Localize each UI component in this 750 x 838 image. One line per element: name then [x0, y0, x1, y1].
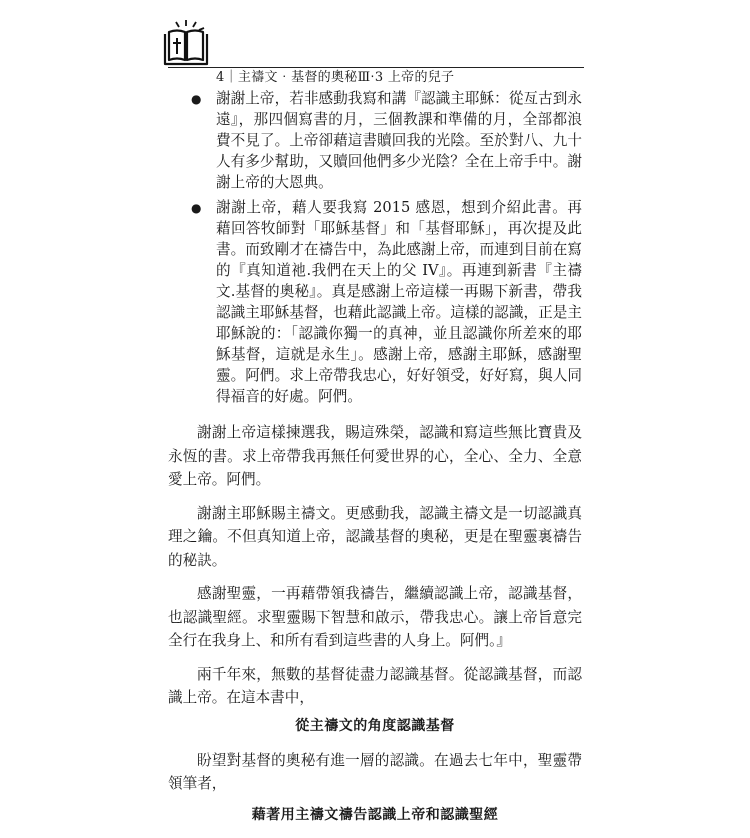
page-body	[168, 88, 582, 838]
paragraph-2: 謝謝主耶穌賜主禱文。更感動我，認識主禱文是一切認識真理之鑰。不但真知道上帝，認識基督的奧秘，更是在聖靈裏禱告的秘訣。	[168, 504, 582, 569]
running-header: 4｜主禱文‧基督的奧秘Ⅲ‧3 上帝的兒子	[216, 70, 455, 85]
paragraph-5: 盼望對基督的奧秘有進一層的認識。在過去七年中，聖靈帶領筆者，	[168, 751, 582, 792]
bullet-text-1: 謝謝上帝，若非感動我寫和講『認識主耶穌：從亙古到永遠』，那四個寫書的月，三個教課和準備的月，全部都浪費不見了。上帝卻藉這書贖回我的光陰。至於對八、九十人有多少幫助，又贖回他們多少光陰？全在上帝手中。謝謝上帝的大恩典。	[216, 90, 582, 191]
bullet-item-1	[168, 88, 582, 193]
subheading-2: 藉著用主禱文禱告認識上帝和認識聖經	[251, 806, 499, 823]
bullet-text-2: 謝謝上帝，藉人要我寫 2015 感恩，想到介紹此書。再藉回答牧師對「耶穌基督」和「基督耶穌」，再次提及此書。而致剛才在禱告中，為此感謝上帝，而連到目前在寫的『真知道祂.我們在天上的父 IV』。再連到新書『主禱文.基督的奧秘』。真是感謝上帝這樣一再賜下新書，帶我認識主耶穌基督，也藉此認識上帝。這樣的認識，正是主耶穌說的：「認識你獨一的真神，並且認識你所差來的耶穌基督，這就是永生」。感謝上帝，感謝主耶穌，感謝聖靈。阿們。求上帝帶我忠心，好好領受，好好寫，與人同得福音的好處。阿們。	[216, 199, 582, 405]
bullet-dot-icon: ●	[191, 92, 202, 106]
paragraph-3: 感謝聖靈，一再藉帶領我禱告，繼續認識上帝，認識基督，也認識聖經。求聖靈賜下智慧和啟示，帶我忠心。讓上帝旨意完全行在我身上、和所有看到這些書的人身上。阿們。』	[168, 585, 582, 649]
subheading-1: 從主禱文的角度認識基督	[295, 717, 455, 734]
paragraph-4: 兩千年來，無數的基督徒盡力認識基督。從認識基督，而認識上帝。在這本書中，	[168, 665, 582, 706]
bullet-dot-icon: ●	[191, 201, 202, 215]
open-bible-with-cross-icon	[160, 18, 212, 70]
bullet-item-2	[168, 197, 582, 407]
paragraph-1: 謝謝上帝這樣揀選我，賜這殊榮，認識和寫這些無比寶貴及永恆的書。求上帝帶我再無任何愛世界的心，全心、全力、全意愛上帝。阿們。	[168, 424, 582, 488]
